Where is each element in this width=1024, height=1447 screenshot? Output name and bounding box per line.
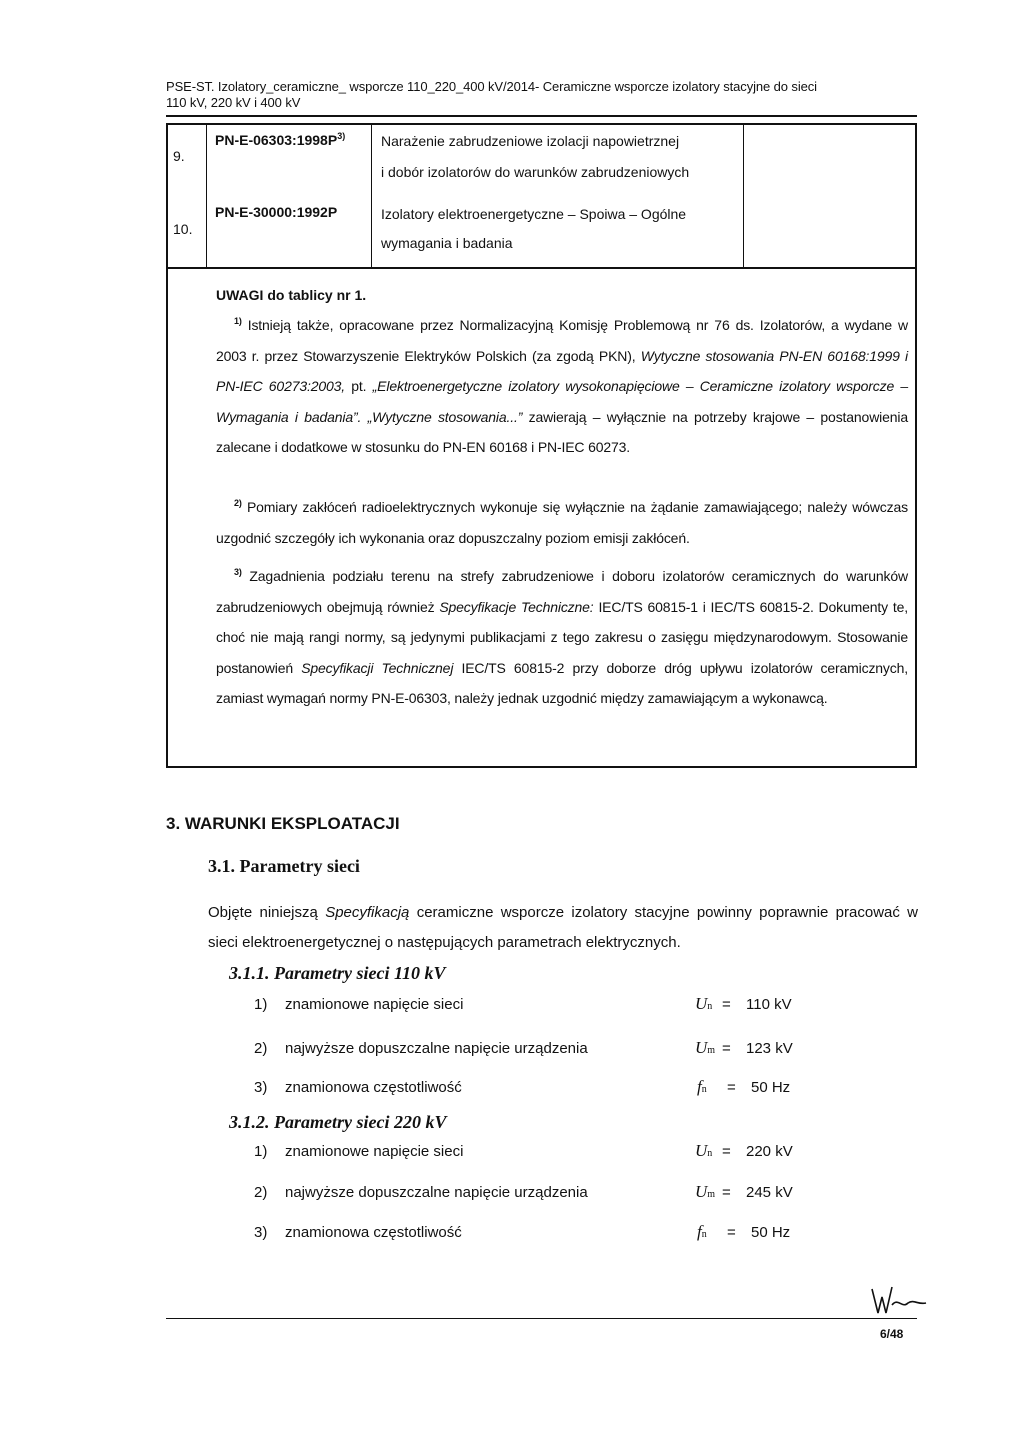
- footnote-marker: 2): [234, 498, 242, 508]
- footnote-3: $^{3)}$ Zagadnienia podziału terenu na strefy zabrudzeniowe i doboru izolatorów ceramicznych do warunków zabrudzeniowych obejmują również Specyfikacje Techniczne: IEC/TS 60815-1 i IEC/TS 60815-2. Dokumenty te, choć nie mają rangi normy, są jedynymi publikacjami z tego zakresu o zasięgu międzynarodowym. Stosowanie postanowień Specyfikacji Technicznej IEC/TS 60815-2 przy doborze dróg upływu izolatorów ceramicznych, zamiast wymagań normy PN-E-06303, należy jednak uzgodnić między zamawiającym a wykonawcą.: [216, 567, 909, 706]
- param-value: 123 kV: [746, 1040, 793, 1057]
- param-label: znamionowa częstotliwość: [285, 1224, 462, 1241]
- running-header-line1: PSE-ST. Izolatory_ceramiczne_ wsporcze 110_220_400 kV/2014- Ceramiczne wsporcze izolatory stacyjne do sieci: [166, 79, 817, 94]
- page-number: 6/48: [880, 1327, 904, 1341]
- footnote-ref: 3): [337, 131, 346, 141]
- signature-initials: [862, 1283, 932, 1323]
- frame-left-border: [166, 123, 168, 768]
- group-title: 3.1.2. Parametry sieci 220 kV: [229, 1112, 447, 1132]
- table-row-desc-1: Izolatory elektroenergetyczne – Spoiwa – Ogólne: [381, 206, 687, 222]
- col-divider-3: [743, 123, 744, 268]
- standard-code: PN-E-06303:1998P: [215, 132, 338, 148]
- param-num: 3): [254, 1224, 268, 1241]
- group-title: 3.1.1. Parametry sieci 110 kV: [229, 963, 446, 983]
- section-intro: Objęte niniejszą Specyfikacją ceramiczne wsporcze izolatory stacyjne powinny poprawnie pracować w sieci elektroenergetycznej o następujących parametrach elektrycznych.: [208, 904, 919, 951]
- param-num: 3): [254, 1079, 268, 1096]
- param-value: 245 kV: [746, 1184, 793, 1201]
- param-eq: =: [722, 1143, 731, 1160]
- frame-bottom-border: [166, 766, 917, 768]
- param-num: 1): [254, 996, 268, 1013]
- param-num: 1): [254, 1143, 268, 1160]
- param-eq: =: [722, 1040, 731, 1057]
- param-num: 2): [254, 1184, 268, 1201]
- param-eq: =: [722, 996, 731, 1013]
- param-value: 220 kV: [746, 1143, 793, 1160]
- footer-rule: [166, 1318, 917, 1319]
- param-label: najwyższe dopuszczalne napięcie urządzenia: [285, 1184, 588, 1201]
- table-row-desc-1: Narażenie zabrudzeniowe izolacji napowietrznej: [381, 133, 680, 149]
- notes-title: UWAGI do tablicy nr 1.: [216, 287, 367, 303]
- footnote-1: $^{1)}$ Istnieją także, opracowane przez Normalizacyjną Komisję Problemową nr 76 ds. Izolatorów, a wydane w 2003 r. przez Stowarzyszenie Elektryków Polskich (za zgodą PKN), Wytyczne stosowania PN-EN 60168:1999 i PN-IEC 60273:2003, pt. „Elektroenergetyczne izolatory wysokonapięciowe – Ceramiczne izolatory wsporcze – Wymagania i badania”. „Wytyczne stosowania...” zawierają – wyłącznie na potrzeby krajowe – postanowienia zalecane i dodatkowe w stosunku do PN-EN 60168 i PN-IEC 60273.: [216, 316, 909, 455]
- table-top-border: [166, 123, 917, 125]
- running-header-line2: 110 kV, 220 kV i 400 kV: [166, 95, 301, 110]
- col-divider-2: [371, 123, 372, 268]
- param-eq: =: [727, 1224, 736, 1241]
- param-label: najwyższe dopuszczalne napięcie urządzenia: [285, 1040, 588, 1057]
- param-label: znamionowe napięcie sieci: [285, 996, 464, 1013]
- table-row-desc-2: wymagania i badania: [381, 235, 513, 251]
- running-header: [166, 79, 886, 111]
- footnote-2: $^{2)}$ Pomiary zakłóceń radioelektrycznych wykonuje się wyłącznie na żądanie zamawiającego; należy wówczas uzgodnić szczegóły ich wykonania oraz dopuszczalny poziom emisji zakłóceń.: [216, 498, 908, 546]
- table-row-code: [215, 131, 345, 148]
- param-eq: =: [727, 1079, 736, 1096]
- param-symbol: Un: [695, 1141, 713, 1160]
- param-label: znamionowe napięcie sieci: [285, 1143, 464, 1160]
- param-num: 2): [254, 1040, 268, 1057]
- frame-right-border: [915, 123, 917, 768]
- table-row-num: 9.: [173, 148, 185, 164]
- table-bottom-border: [166, 267, 917, 269]
- section-heading: 3. WARUNKI EKSPLOATACJI: [166, 814, 400, 833]
- table-row-num: 10.: [173, 221, 193, 237]
- param-symbol: fn: [697, 1222, 707, 1241]
- param-eq: =: [722, 1184, 731, 1201]
- col-divider-1: [206, 123, 207, 268]
- footnote-marker: 3): [234, 567, 242, 577]
- footnote-marker: 1): [234, 316, 242, 326]
- param-value: 110 kV: [746, 996, 792, 1013]
- param-value: 50 Hz: [751, 1079, 791, 1096]
- table-row-code: PN-E-30000:1992P: [215, 204, 338, 220]
- param-symbol: fn: [697, 1077, 707, 1096]
- param-symbol: Um: [695, 1038, 716, 1057]
- table-row-desc-2: i dobór izolatorów do warunków zabrudzeniowych: [381, 164, 690, 180]
- param-symbol: Un: [695, 994, 713, 1013]
- param-label: znamionowa częstotliwość: [285, 1079, 462, 1096]
- header-rule: [166, 115, 917, 117]
- param-value: 50 Hz: [751, 1224, 791, 1241]
- param-symbol: Um: [695, 1182, 716, 1201]
- subsection-heading: 3.1. Parametry sieci: [208, 856, 360, 876]
